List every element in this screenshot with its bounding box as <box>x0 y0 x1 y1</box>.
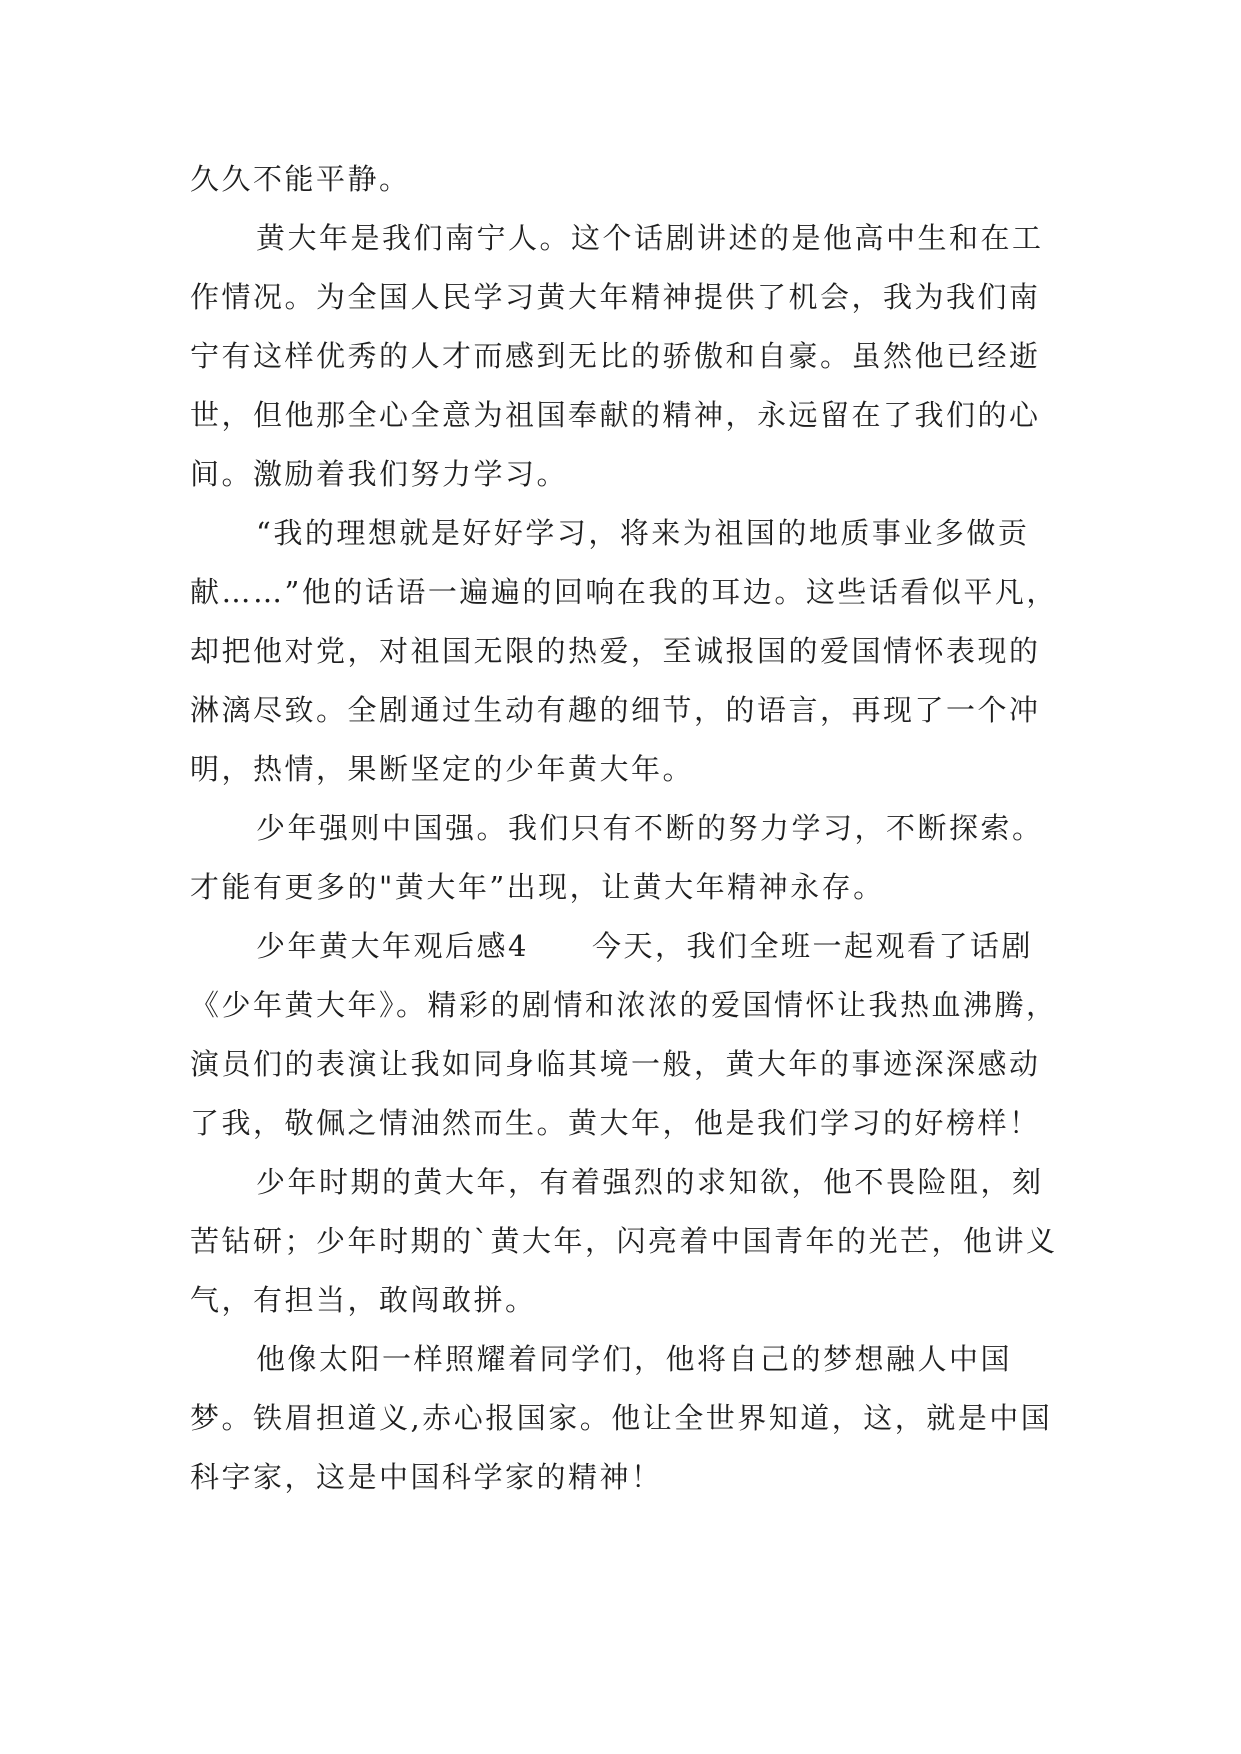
paragraph-6: 少年时期的黄大年，有着强烈的求知欲，他不畏险阻，刻苦钻研；少年时期的`黄大年，闪亮着中国青年的光芒，他讲义气，有担当，敢闯敢拼。 <box>190 1165 1058 1317</box>
paragraph-7: 他像太阳一样照耀着同学们，他将自己的梦想融人中国梦。铁眉担道义,赤心报国家。他让全世界知道，这，就是中国科字家，这是中国科学家的精神！ <box>190 1342 1053 1494</box>
paragraph-5: 少年黄大年观后感4 今天，我们全班一起观看了话剧《少年黄大年》。精彩的剧情和浓浓的爱国情怀让我热血沸腾，演员们的表演让我如同身临其境一般，黄大年的事迹深深感动了我，敬佩之情油然而生。黄大年，他是我们学习的好榜样！ <box>190 929 1058 1140</box>
paragraph-3: “我的理想就是好好学习，将来为祖国的地质事业多做贡献……”他的话语一遍遍的回响在我的耳边。这些话看似平凡，却把他对党，对祖国无限的热爱，至诚报国的爱国情怀表现的淋漓尽致。全剧通过生动有趣的细节，的语言，再现了一个冲明，热情，果断坚定的少年黄大年。 <box>190 516 1058 786</box>
paragraph-4: 少年强则中国强。我们只有不断的努力学习，不断探索。才能有更多的"黄大年”出现，让黄大年精神永存。 <box>190 811 1044 904</box>
document-body <box>190 150 1060 1507</box>
paragraph-2: 黄大年是我们南宁人。这个话剧讲述的是他高中生和在工作情况。为全国人民学习黄大年精神提供了机会，我为我们南宁有这样优秀的人才而感到无比的骄傲和自豪。虽然他已经逝世，但他那全心全意为祖国奉献的精神，永远留在了我们的心间。激励着我们努力学习。 <box>190 221 1044 491</box>
paragraph-1: 久久不能平静。 <box>190 162 411 196</box>
